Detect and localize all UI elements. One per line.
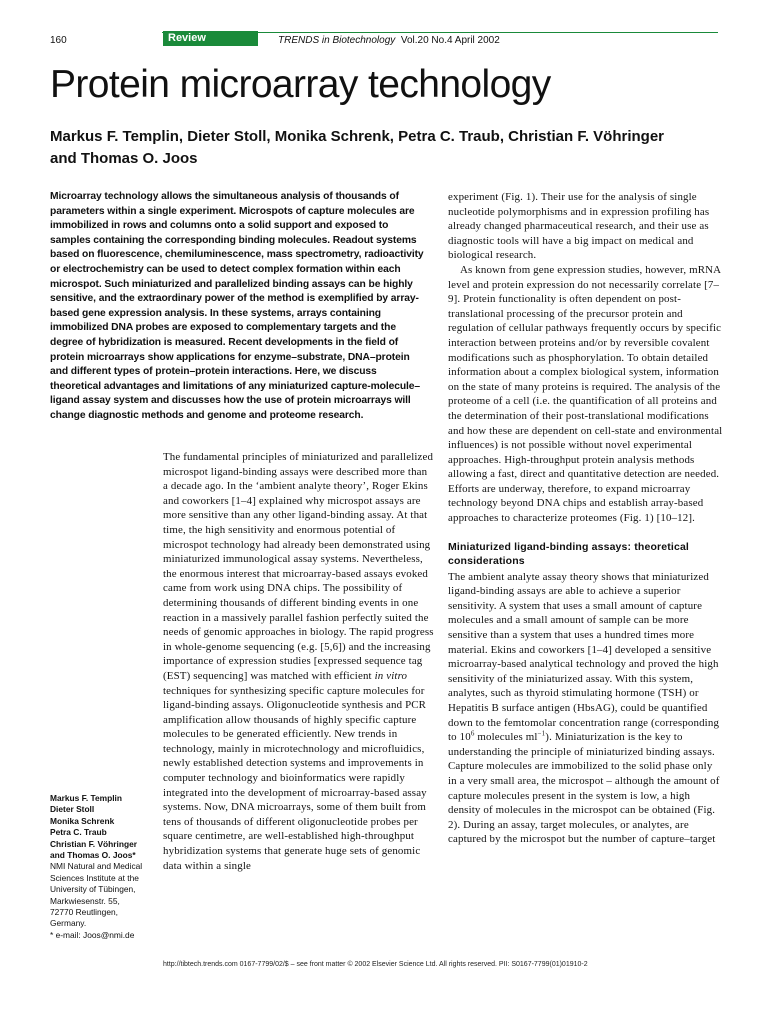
text-run: The ambient analyte assay theory shows that miniaturized ligand-binding assays are able to achieve a superior sensitivity. A system that uses a small amount of capture molecules and a small amount of sample can be more sensitive than a system that uses a hundred times more material. Ekins and coworkers [1–4] developed a sensitive microarray-based analytical technology and proved the high sensitivity of the miniaturized assay. With this system, analytes, such as thyroid stimulating hormone (TSH) or Hepatitis B surface antigen (HbsAG), could be quantified down to the femtomolar concentration range (corresponding to 10 — [448, 570, 720, 744]
author-name: Markus F. Templin — [50, 793, 122, 803]
paragraph: experiment (Fig. 1). Their use for the analysis of single nucleotide polymorphisms and in expression profiling has already changed pharmaceutical research, and their use as diagnostic tools will have a big impact on medical and biological research. — [448, 191, 710, 262]
text-run: ). Miniaturization is the key to understanding the principle of miniaturized binding assays. Capture molecules are immobilized to the solid phase only in a very small area, the microspot – although the amount of capture molecules present in the system is low, a high density of molecules in the microspot can be obtained (Fig. 2). During an assay, target molecules, or analytes, are captured by the microspot but the number of capture–target — [448, 731, 720, 846]
affiliation-block — [50, 793, 158, 941]
text-run: techniques for synthesizing specific capture molecules for ligand-binding assays. Oligonucleotide synthesis and PCR amplification allow thousands of highly specific capture molecules to be generated efficiently. New trends in technology, mainly in microtechnology and microfluidics, newly established detection systems and improvements in computer technology and bioinformatics were rapidly integrated into the development of microarray-based assay systems. Now, DNA microarrays, some of them built from tens of thousands of different oligonucleotide probes per square centimetre, are well-established high-throughput hybridization systems that generate huge sets of genomic data within a single — [163, 684, 427, 872]
italic-run: in vitro — [374, 669, 408, 682]
author-line-1: Markus F. Templin, Dieter Stoll, Monika Schrenk, Petra C. Traub, Christian F. Vöhringer — [50, 128, 665, 145]
section-heading: Miniaturized ligand-binding assays: theoretical considerations — [448, 540, 690, 567]
author-name: Monika Schrenk — [50, 815, 115, 826]
paragraph — [163, 450, 435, 873]
institution-line: Markwiesenstr. 55, — [50, 895, 120, 906]
author-name: and Thomas O. Joos* — [50, 850, 136, 861]
author-list — [50, 126, 730, 170]
author-name: Dieter Stoll — [50, 804, 95, 815]
institution-line: Sciences Institute at the — [50, 872, 139, 883]
body-column-right — [448, 190, 723, 847]
footer-text: http://tibtech.trends.com 0167-7799/02/$ – see front matter © 2002 Elsevier Science Ltd. All rights reserved. PII: S0167-7799(01)01910-2 — [163, 961, 588, 968]
article-title: Protein microarray technology — [50, 63, 551, 106]
affiliation-names — [50, 793, 158, 861]
section-badge: Review — [163, 31, 258, 46]
abstract: Microarray technology allows the simultaneous analysis of thousands of parameters within a single experiment. Microspots of capture molecules are immobilized in rows and columns onto a solid support and exposed to samples containing the corresponding binding molecules. Readout systems based on fluorescence, chemiluminescence, mass spectrometry, radioactivity or electrochemistry can be used to detect complex formation within each microspot. Such miniaturized and parallelized binding assays can be highly sensitive, and the extraordinary power of the method is exemplified by array-based gene expression analysis. In these systems, arrays containing immobilized DNA probes are exposed to complementary targets and the degree of hybridization is measured. Recent developments in the field of protein microarrays show applications for enzyme–substrate, DNA–protein and different types of protein–protein interactions. Here, we discuss theoretical advantages and limitations of any miniaturized capture-molecule–ligand assay system and discusses how the use of protein microarrays will change diagnostic methods and genome and proteome research. — [50, 191, 424, 421]
superscript: 6 — [470, 729, 475, 738]
institution-line: University of Tübingen, — [50, 884, 136, 895]
journal-issue: Vol.20 No.4 April 2002 — [400, 35, 500, 46]
text-run: The fundamental principles of miniaturized and parallelized microspot ligand-binding assays were described more than a decade ago. In the ‘ambient analyte theory’, Roger Ekins and coworkers [1–4] explained why microspot assays are more sensitive than any other ligand-binding assay. At that time, the high sensitivity and enormous potential of microspot technology had already been demonstrated using miniaturized immunological assay systems. Nevertheless, the enormous interest that microarray-based assays evoked came from work using DNA chips. The possibility of determining thousands of different binding events in one reaction in a massively parallel fashion perfectly suited the needs of genomic approaches in biology. The rapid progress in whole-genome sequencing (e.g. [5,6]) and the increasing importance of expression studies [expressed sequence tag (EST) sequencing] was matched with efficient — [163, 451, 434, 682]
paragraph — [448, 570, 723, 847]
body-column-left — [163, 450, 435, 873]
journal-info — [278, 35, 500, 46]
institution — [50, 861, 158, 929]
page-number: 160 — [50, 35, 67, 46]
institution-line: Germany. — [50, 918, 87, 929]
journal-name: TRENDS in Biotechnology — [278, 35, 396, 46]
superscript: −1 — [537, 729, 546, 738]
author-name: Petra C. Traub — [50, 827, 107, 838]
author-name: Christian F. Vöhringer — [50, 838, 138, 849]
institution-line: 72770 Reutlingen, — [50, 907, 118, 918]
paragraph: As known from gene expression studies, however, mRNA level and protein expression do not necessarily correlate [7–9]. Protein functionality is often dependent on post-translational processing of the precursor protein and regulation of cellular pathways frequently occurs by specific interaction between proteins and/or by reversible covalent modifications such as phosphorylation. To obtain detailed information about a complex biological system, information on the state of many proteins is required. The analysis of the proteome of a cell (i.e. the quantification of all proteins and the determination of their post-translational modifications and how these are dependent on cell-state and environmental influences) is not possible without novel experimental approaches. High-throughput protein analysis methods allowing a fast, direct and quantitative detection are needed. Efforts are underway, therefore, to expand microarray technology beyond DNA chips and establish array-based approaches to characterize proteomes (Fig. 1) [10–12]. — [448, 263, 723, 525]
author-line-2: and Thomas O. Joos — [50, 150, 198, 167]
email: * e-mail: Joos@nmi.de — [50, 929, 135, 940]
institution-line: NMI Natural and Medical — [50, 861, 143, 872]
text-run: molecules ml — [474, 731, 538, 744]
